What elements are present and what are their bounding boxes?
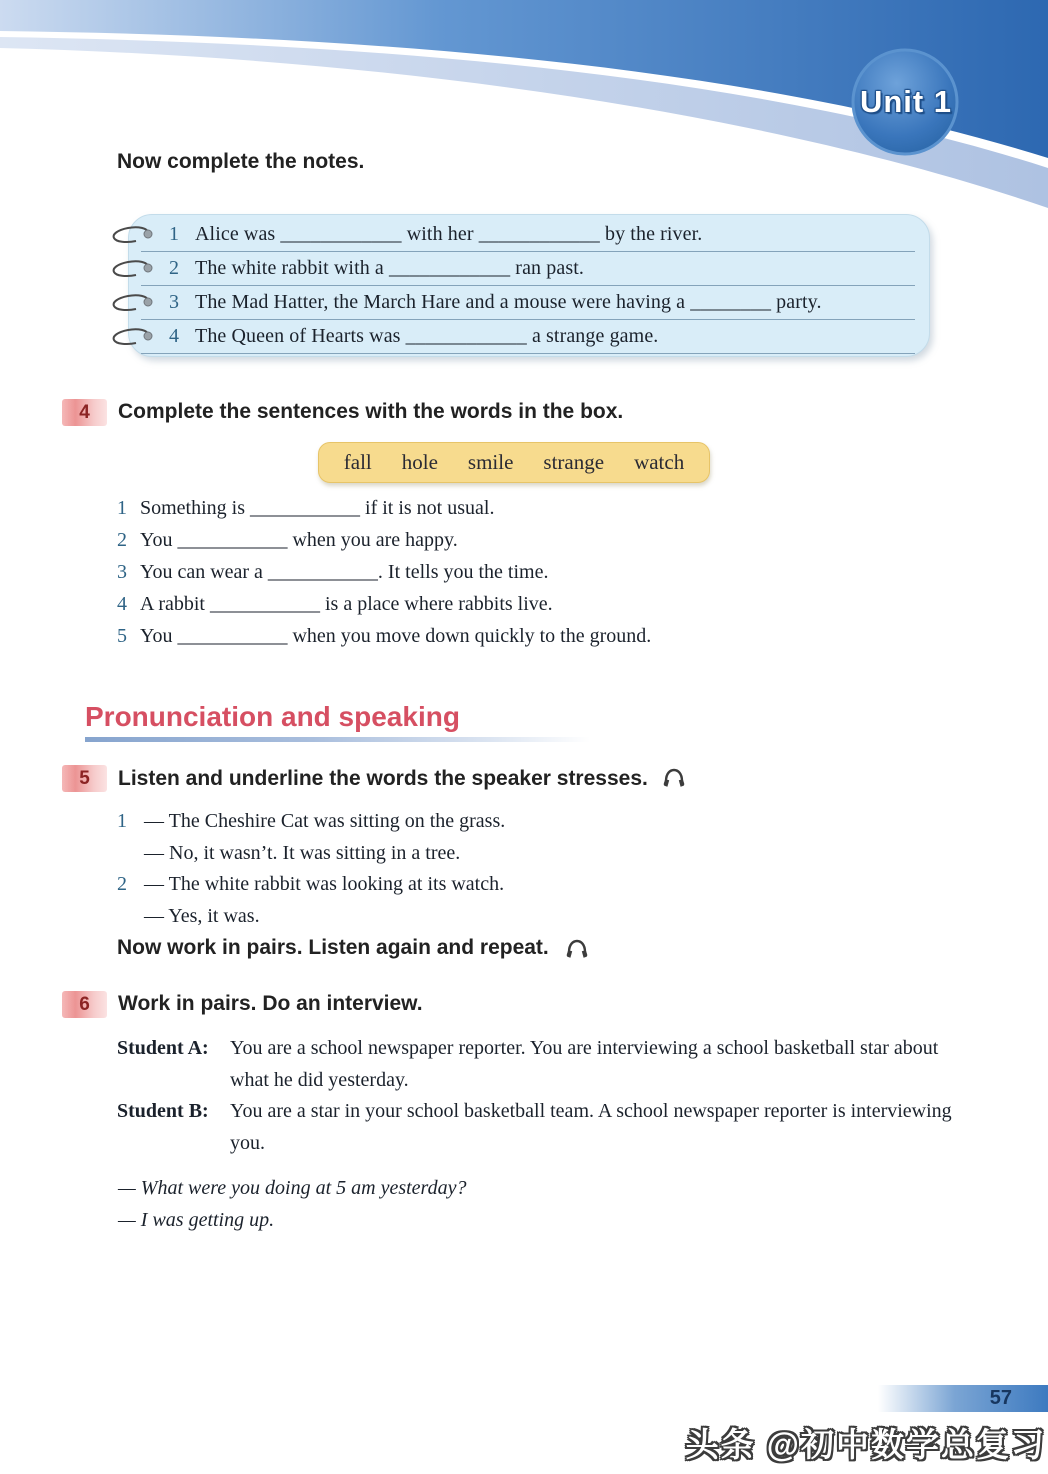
sentence-text: You can wear a ___________. It tells you the time. <box>140 561 549 583</box>
example-dialogue <box>118 1172 466 1236</box>
notes-item-text: Alice was ____________ with her ____________ by the river. <box>195 223 703 245</box>
section-4-title: Complete the sentences with the words in the box. <box>118 400 624 423</box>
notes-row <box>141 286 915 320</box>
word-box-word: smile <box>467 450 514 474</box>
word-box <box>318 442 710 483</box>
notes-heading: Now complete the notes. <box>117 150 365 173</box>
example-line: — I was getting up. <box>118 1209 275 1231</box>
sentence-text: Something is ___________ if it is not usual. <box>140 497 495 519</box>
sentence-number: 4 <box>117 593 127 615</box>
interview-roles <box>117 1033 965 1159</box>
word-box-word: fall <box>343 450 372 474</box>
section-5-title-text: Listen and underline the words the speaker stresses. <box>118 767 648 790</box>
section-6-title: Work in pairs. Do an interview. <box>118 992 423 1015</box>
notes-item-text: The Mad Hatter, the March Hare and a mouse were having a ________ party. <box>195 291 822 313</box>
section-5-title <box>118 765 686 791</box>
notes-row <box>141 218 915 252</box>
notes-row <box>141 252 915 286</box>
word-box-word: strange <box>543 450 605 474</box>
heading-underline <box>85 737 590 742</box>
page-number-bar <box>878 1385 1048 1412</box>
notes-item-number: 3 <box>169 291 179 313</box>
notes-item-text: The white rabbit with a ____________ ran past. <box>195 257 584 279</box>
sentence-number: 2 <box>117 529 127 551</box>
sentence-number: 3 <box>117 561 127 583</box>
pronunciation-heading: Pronunciation and speaking <box>85 701 460 732</box>
binder-ring-icon <box>111 225 157 245</box>
page-number: 57 <box>989 1387 1012 1409</box>
headphones-icon <box>565 937 589 960</box>
notes-item-text: The Queen of Hearts was ____________ a strange game. <box>195 325 659 347</box>
role-row <box>117 1096 965 1159</box>
binder-ring-icon <box>111 293 157 313</box>
dialogue-number: 2 <box>117 873 127 895</box>
word-box-word: hole <box>401 450 438 474</box>
sentence-row <box>117 524 651 556</box>
followup-text: Now work in pairs. Listen again and repeat. <box>117 936 549 959</box>
section-6-header <box>62 991 423 1018</box>
headphones-icon <box>662 766 686 789</box>
sentence-text: A rabbit ___________ is a place where rabbits live. <box>140 593 553 615</box>
dialogue-number: 1 <box>117 810 127 832</box>
notes-item-number: 4 <box>169 325 179 347</box>
role-label: Student A: <box>117 1037 209 1059</box>
dialogue-line: — Yes, it was. <box>144 904 260 927</box>
dialogue-item <box>117 806 505 869</box>
sentence-number: 1 <box>117 497 127 519</box>
dialogue-item <box>117 869 505 932</box>
dialogue-line: — No, it wasn’t. It was sitting in a tree. <box>144 841 461 864</box>
section-number-badge: 6 <box>62 991 107 1018</box>
role-text: You are a star in your school basketball team. A school newspaper reporter is interviewing you. <box>230 1100 952 1154</box>
dialogue-line: — The Cheshire Cat was sitting on the grass. <box>144 810 506 832</box>
binder-ring-icon <box>111 259 157 279</box>
role-text: You are a school newspaper reporter. You are interviewing a school basketball star about what he did yesterday. <box>230 1037 939 1091</box>
notes-row <box>141 320 915 354</box>
unit-badge-label: Unit 1 <box>859 84 953 119</box>
sentence-text: You ___________ when you are happy. <box>140 529 458 551</box>
watermark-text: 头条 @初中数学总复习 <box>685 1426 1046 1463</box>
sentence-row <box>117 492 651 524</box>
stress-dialogue <box>117 806 505 932</box>
sentence-number: 5 <box>117 625 127 647</box>
section-5-header <box>62 765 686 792</box>
notes-item-number: 1 <box>169 223 179 245</box>
sentence-row <box>117 556 651 588</box>
section-4-sentences <box>117 492 651 652</box>
notes-box <box>128 214 930 357</box>
binder-ring-icon <box>111 327 157 347</box>
role-label: Student B: <box>117 1100 209 1122</box>
dialogue-lines <box>144 869 504 932</box>
sentence-row <box>117 620 651 652</box>
section-number-badge: 5 <box>62 765 107 792</box>
dialogue-lines <box>144 806 505 869</box>
followup-instruction <box>117 936 589 960</box>
section-number-badge: 4 <box>62 399 107 426</box>
word-box-word: watch <box>634 450 685 474</box>
notes-item-number: 2 <box>169 257 179 279</box>
role-row <box>117 1033 965 1096</box>
section-4-header <box>62 399 623 426</box>
dialogue-line: — The white rabbit was looking at its watch. <box>144 873 505 895</box>
example-line: — What were you doing at 5 am yesterday? <box>118 1177 467 1199</box>
sentence-text: You ___________ when you move down quickly to the ground. <box>140 625 652 647</box>
sentence-row <box>117 588 651 620</box>
